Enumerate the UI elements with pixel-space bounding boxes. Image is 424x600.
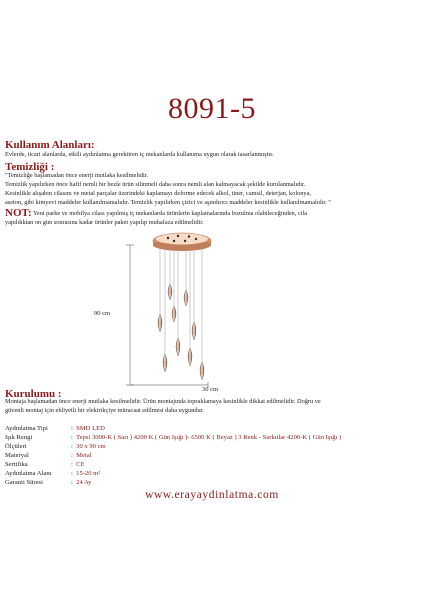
chandelier-illustration bbox=[90, 222, 320, 392]
spec-label: Işık Rengi bbox=[5, 434, 33, 441]
spec-row-lighting-area bbox=[5, 470, 100, 478]
website-link[interactable]: www.erayaydinlatma.com bbox=[145, 489, 279, 501]
height-dimension-label: 90 cm bbox=[94, 310, 111, 317]
note-heading: NOT: bbox=[5, 207, 32, 219]
spec-row-light-color bbox=[5, 434, 341, 442]
product-code: 8091-5 bbox=[168, 92, 256, 125]
spec-colon: : bbox=[71, 443, 73, 450]
spec-colon: : bbox=[71, 452, 73, 459]
spec-row-material bbox=[5, 452, 92, 460]
spec-label: Sertifika bbox=[5, 461, 28, 468]
spec-label: Garanti Süresi bbox=[5, 479, 43, 486]
spec-value: Tepsi 3000-K ( Sarı ) 4200 K ( Gün Işığı )- 6500 K ( Beyaz ) 3 Renk - Sarkıtlar 4200-K ( Gün Işığı ) bbox=[76, 434, 342, 441]
cleaning-line: Temizlik yapılırken önce hafif nemli bir bezle ürün silinmeli daha sonra nemli alan kalmayacak şekilde kurulanmalıdır. bbox=[5, 181, 306, 188]
spec-value: Metal bbox=[76, 452, 92, 459]
width-dimension-label: 30 cm bbox=[202, 386, 219, 393]
spec-colon: : bbox=[71, 479, 73, 486]
cleaning-line: Kesinlikle alışabın cilasını ve metal parçalar üzerindeki kaplamayı deforme edecek alkol, tiner, camsil, deterjan, kolonya, bbox=[5, 190, 311, 197]
spec-colon: : bbox=[71, 425, 73, 432]
cleaning-line: "Temizliğe başlamadan önce enerji mutlaka kesilmelidir. bbox=[5, 172, 149, 179]
spec-label: Ölçüleri bbox=[5, 443, 27, 450]
spec-value: SMD LED bbox=[76, 425, 105, 432]
installation-line: güvenli montaj için ehliyetli bir elektrikçiye müracaat edilmesi daha uygundur. bbox=[5, 407, 204, 414]
spec-value: 15-20 m² bbox=[76, 470, 101, 477]
spec-label: Aydınlatma Tipi bbox=[5, 425, 48, 432]
spec-row-certificate bbox=[5, 461, 85, 469]
installation-heading: Kurulumu : bbox=[5, 388, 62, 400]
usage-text: Evlerde, ticari alanlarda, etkili aydınlatma gerektiren iç mekanlarda kullanıma uygun olarak tasarlanmıştır. bbox=[5, 151, 274, 158]
note-line: yapıldıktan on gün sonrasına kadar ürünler paket yapılıp muhafaza edilmelidir. bbox=[5, 219, 204, 226]
spec-label: Aydınlatma Alanı bbox=[5, 470, 52, 477]
spec-colon: : bbox=[71, 461, 73, 468]
spec-colon: : bbox=[71, 434, 73, 441]
spec-row-lighting-type bbox=[5, 425, 105, 433]
spec-colon: : bbox=[71, 470, 73, 477]
spec-row-warranty bbox=[5, 479, 91, 487]
spec-value: CE bbox=[76, 461, 85, 468]
spec-value: 24 Ay bbox=[76, 479, 92, 486]
spec-value: 30 x 90 cm bbox=[76, 443, 106, 450]
cleaning-line: aseton, gibi kimyevi maddeler kullanılmamalıdır. Temizlik yapılırken çizici ve aşındırıcı maddeler kesinlikle kullanılmamalıdır. " bbox=[5, 199, 331, 206]
spec-label: Materyal bbox=[5, 452, 29, 459]
note-line: Yeni parke ve mobilya cilası yapılmış iç mekanlarda ürünlerin kaplamalarında bozulma olabileceğinden, cila bbox=[33, 210, 308, 217]
cleaning-heading: Temizliği : bbox=[5, 161, 55, 173]
usage-heading: Kullanım Alanları: bbox=[5, 139, 95, 151]
spec-row-dimensions bbox=[5, 443, 106, 451]
installation-line: Montaja başlamadan önce enerji mutlaka kesilmelidir. Ürün montajında topraklamaya kesinlikle dikkat edilmelidir. Doğru ve bbox=[5, 398, 321, 405]
